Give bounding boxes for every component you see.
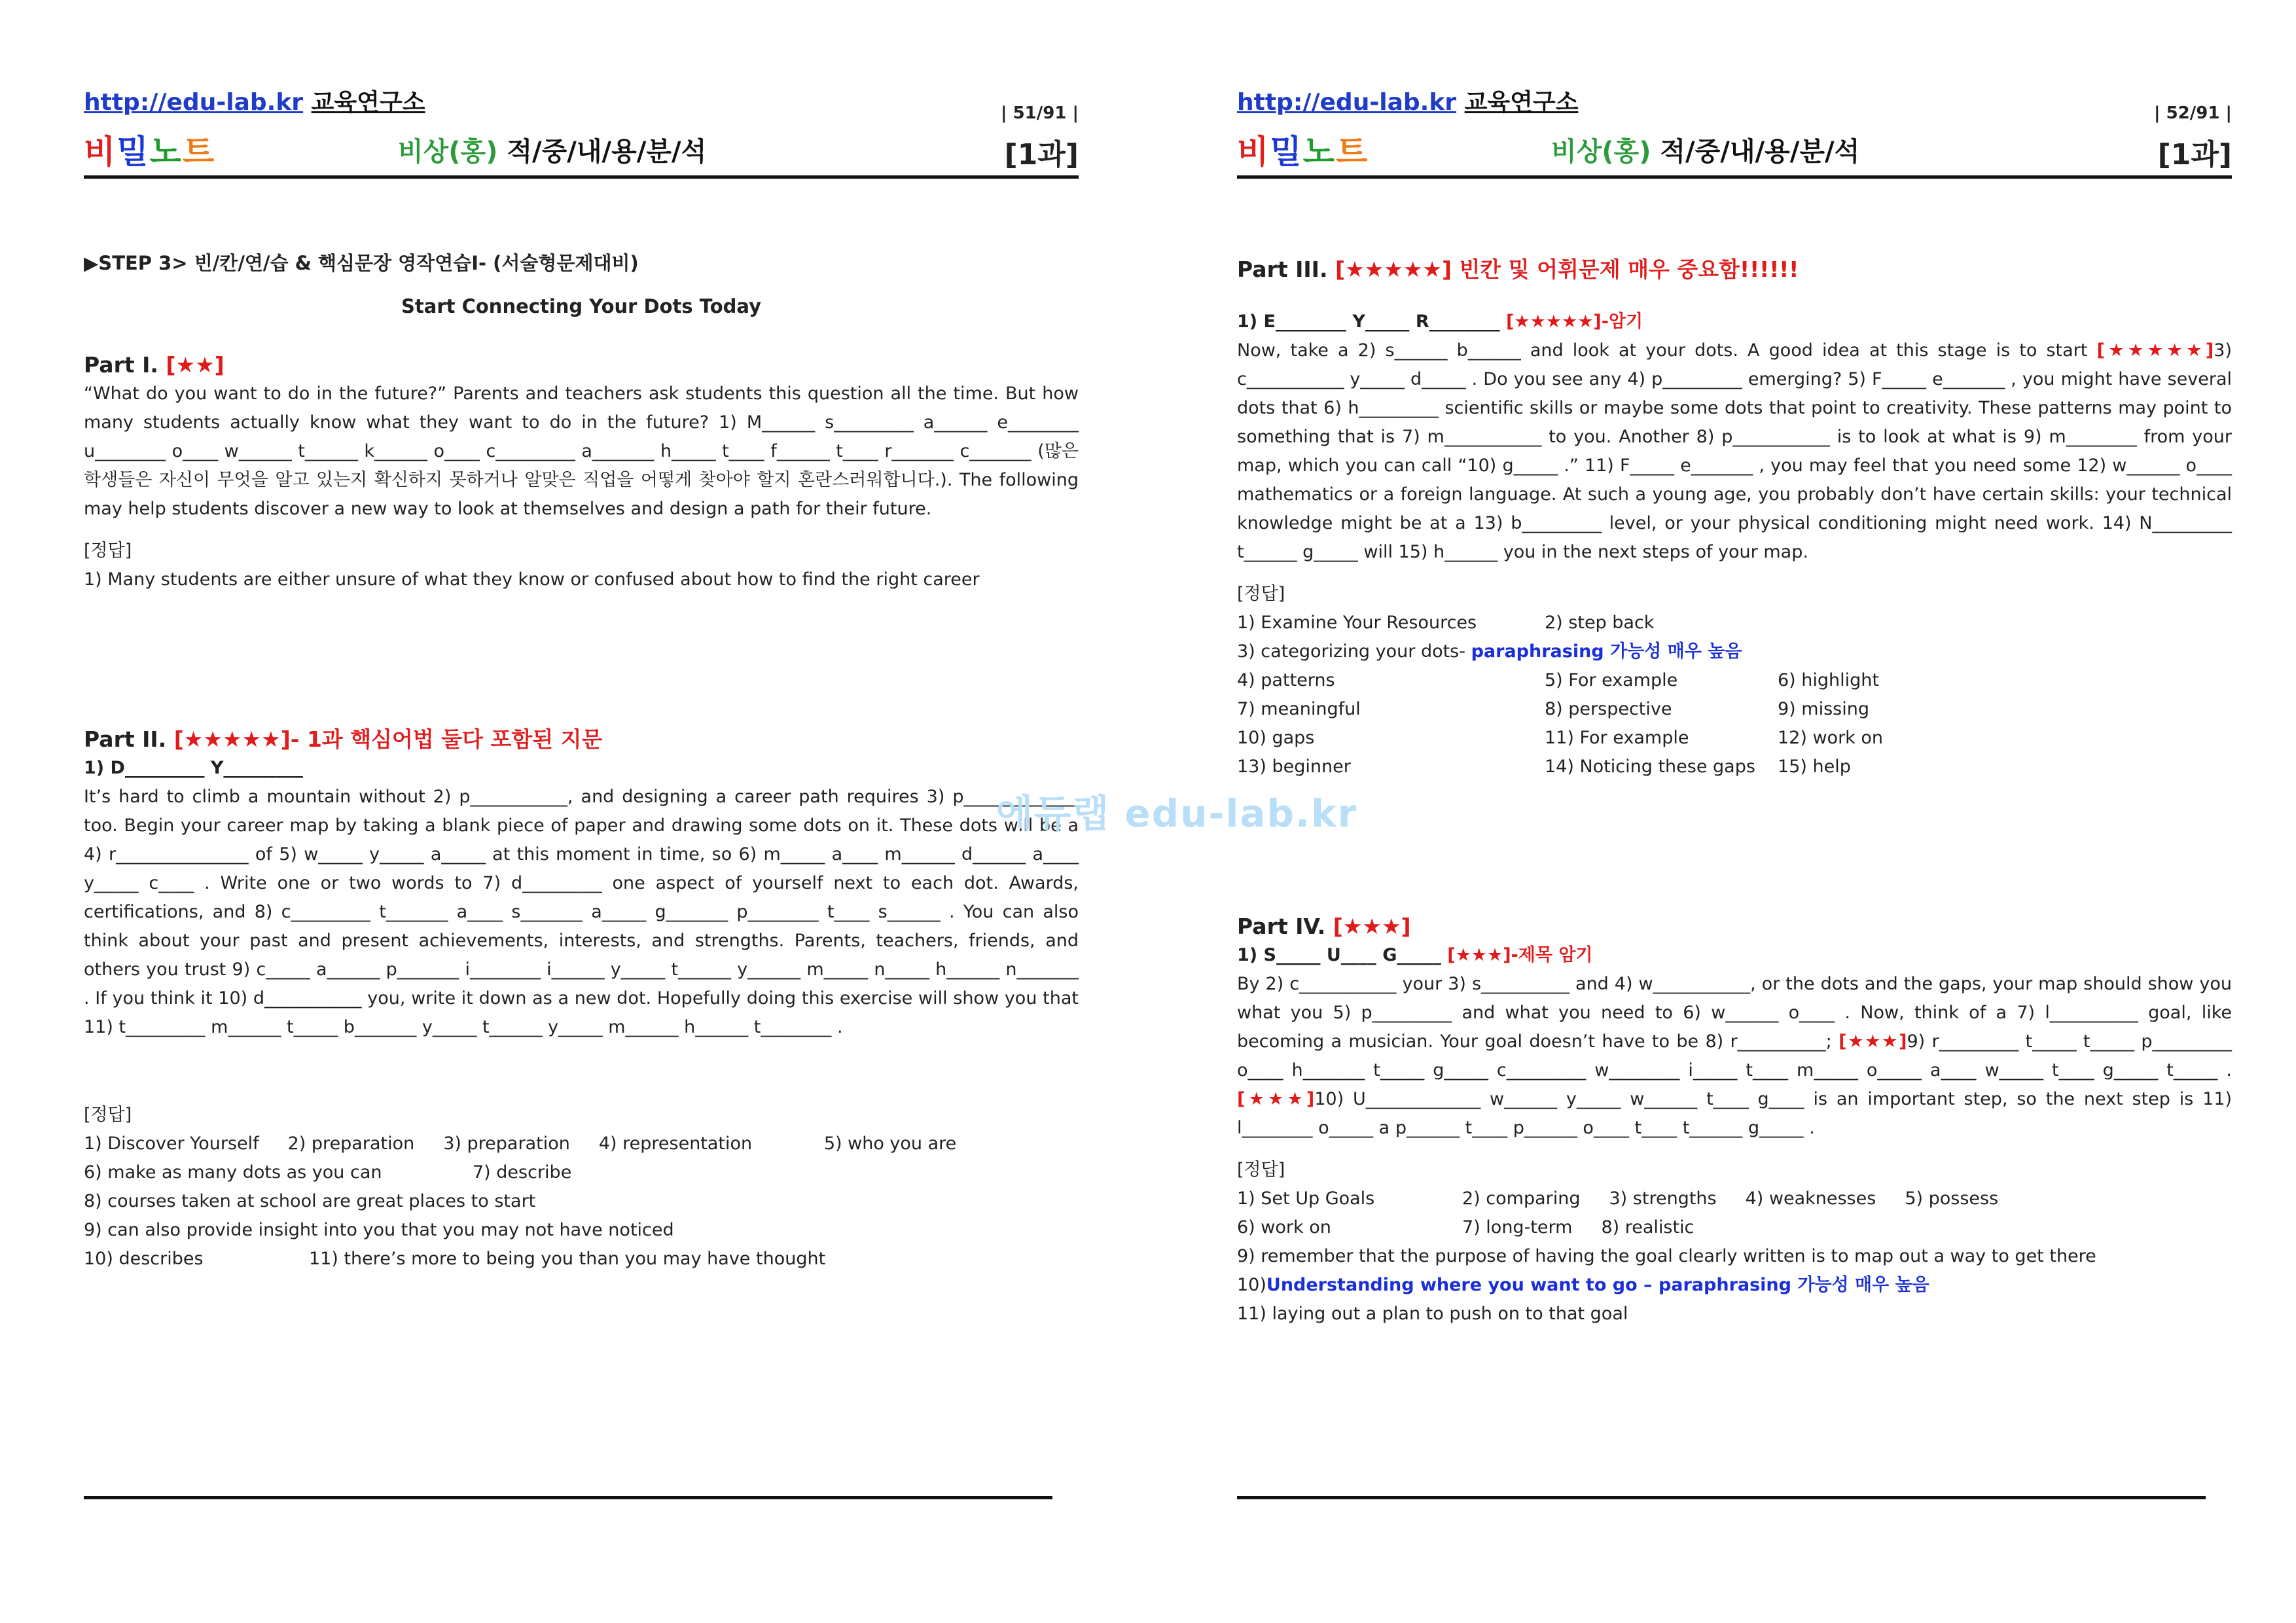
page-header (1237, 84, 2232, 175)
lesson-label: [1과] (2157, 138, 2232, 171)
lesson-label: [1과] (1004, 138, 1079, 171)
star-rating: [★★★★★] 빈칸 및 어휘문제 매우 중요함!!!!!! (1335, 257, 1799, 282)
page-header (84, 84, 1079, 175)
answer-item: 3) categorizing your dots- paraphrasing 가능성 매우 높음 (1237, 641, 1742, 662)
part4-text: By 2) c___________ your 3) s__________ and 4) w___________, or the dots and the gaps, your map should show you what you 5) p_________ and what you need to 6) w______ o____ . Now, think of a 7) l__________ goal, like becoming a musician. Your goal doesn’t have to be 8) r__________; [★★★]9) r_________ t_____ t_____ p_________ o____ h_______ t_____ g_____ c_________ w________ i_____ t____ m_____ o_____ a____ w_____ t____ g_____ t_____ . [★★★]10) U_____________ w______ y_____ w______ t____ g____ is an important step, so the next step is 11) l________ o_____ a p______ t____ p______ o____ t____ t______ g_____ . (1237, 974, 2232, 1138)
answer-label: [정답] (1237, 1160, 1285, 1180)
brand-logo: 비밀노트 (84, 133, 216, 171)
answers-row: 10) describes 11) there’s more to being you than you may have thought (84, 1249, 826, 1269)
part1-answer: 1) Many students are either unsure of what they know or confused about how to find the right career (84, 569, 980, 590)
footer-rule (84, 1496, 1052, 1499)
header-subtitle (1551, 131, 1859, 168)
answers-row: 1) Examine Your Resources 2) step back (1237, 613, 1655, 633)
answers-row: 6) make as many dots as you can 7) describe (84, 1162, 572, 1183)
org-name: 교육연구소 (311, 89, 425, 116)
answer-item: 9) remember that the purpose of having the goal clearly written is to map out a way to get there (1237, 1246, 2096, 1266)
left-body (84, 249, 1079, 1274)
part2-q1: 1) D_________ Y_________ (84, 758, 303, 778)
header-rule (84, 175, 1079, 179)
step-heading: ▶STEP 3> 빈/칸/연/습 & 핵심문장 영작연습I- (서술형문제대비) (84, 252, 639, 274)
answer-label: [정답] (84, 541, 132, 561)
subject: 적/중/내/용/분/석 (507, 137, 707, 167)
answer-label: [정답] (1237, 584, 1285, 604)
org-name: 교육연구소 (1464, 89, 1579, 116)
part3-text: Now, take a 2) s______ b______ and look at your dots. A good idea at this stage is to start [★★★★★]3) c___________ y_____ d_____ . Do you see any 4) p_________ emerging? 5) F_____ e_______ , you might have several dots that 6) h_________ scientific skills or maybe some dots that point to creativity. These patterns may point to something that is 7) m___________ to you. Another 8) p___________ is to look at what is 9) m________ from your map, which you can call “10) g_____ .” 11) F_____ e_______ , you may feel that you need some 12) w______ o____ mathematics or a foreign language. At such a young age, you probably don’t have certain skills: your technical knowledge might be at a 13) b_________ level, or your physical conditioning might need work. 14) N_________ t______ g_____ will 15) h______ you in the next steps of your map. (1237, 340, 2232, 562)
right-page (1237, 0, 2245, 1571)
part2-heading: Part II. [★★★★★]- 1과 핵심어법 둘다 포함된 지문 (84, 726, 603, 752)
part1-text: “What do you want to do in the future?” Parents and teachers ask students this question all the time. But how many students actually know what they want to do in the future? 1) M______ s_________ a______ e________ u________ o____ w______ t______ k______ o____ c_________ a_______ h_____ t____ f______ t____ r_______ c_______ (많은 학생들은 자신이 무엇을 알고 있는지 확신하지 못하거나 알맞은 직업을 어떻게 찾아야 할지 혼란스러워합니다.). The following may help students discover a new way to look at themselves and design a path for their future. (84, 383, 1079, 519)
part4-heading: Part IV. [★★★] (1237, 914, 1411, 939)
publisher: 비상(홍) (1551, 137, 1651, 167)
answer-item: 11) laying out a plan to push on to that goal (1237, 1304, 1628, 1324)
answer-label: [정답] (84, 1105, 132, 1125)
part4-q1: 1) S_____ U____ G_____ [★★★]-제목 암기 (1237, 945, 1593, 965)
part3-heading: Part III. [★★★★★] 빈칸 및 어휘문제 매우 중요함!!!!!! (1237, 257, 1799, 282)
header-url (1237, 84, 1578, 117)
answer-item: 10)Understanding where you want to go – paraphrasing 가능성 매우 높음 (1237, 1275, 1929, 1295)
passage-title: Start Connecting Your Dots Today (401, 295, 761, 317)
answers-row: 1) Discover Yourself 2) preparation 3) preparation 4) representation 5) who you are (84, 1133, 957, 1154)
star-rating: [★★] (166, 352, 224, 378)
page-number: | 52/91 | (2154, 103, 2232, 123)
page-number: | 51/91 | (1001, 103, 1079, 123)
header-subtitle (398, 131, 706, 168)
site-link[interactable]: http://edu-lab.kr (1237, 89, 1457, 116)
subject: 적/중/내/용/분/석 (1660, 137, 1860, 167)
header-rule (1237, 175, 2232, 179)
footer-rule (1237, 1496, 2206, 1499)
right-body (1237, 249, 2232, 1329)
watermark: 에듀랩 edu-lab.kr (996, 791, 1358, 836)
answer-item: 8) courses taken at school are great places to start (84, 1191, 536, 1211)
part3-q1: 1) E________ Y_____ R________ [★★★★★]-암기 (1237, 312, 1643, 332)
paraphrase-note: Understanding where you want to go – paraphrasing 가능성 매우 높음 (1266, 1275, 1929, 1295)
star-rating: [★★★] (1333, 914, 1411, 939)
part2-text: It’s hard to climb a mountain without 2) p___________, and designing a career path requires 3) p_____________ too. Begin your career map by taking a blank piece of paper and drawing some dots on it. These dots will be a 4) r_______________ of 5) w_____ y_____ a_____ at this moment in time, so 6) m_____ a____ m______ d______ a____ y_____ c____ . Write one or two words to 7) d_________ one aspect of yourself next to each dot. Awards, certifications, and 8) c_________ t_______ a____ s_______ a_____ g_______ p________ t____ s______ . You can also think about your past and present achievements, interests, and strengths. Parents, teachers, friends, and others you trust 9) c_____ a______ p_______ i________ i______ y_____ t______ y______ m_____ n_____ h______ n_______ . If you think it 10) d___________ you, write it down as a new dot. Hopefully doing this exercise will show you that 11) t_________ m______ t_____ b_______ y_____ t______ y_____ m______ h______ t________ . (84, 787, 1079, 1037)
part1-heading: Part I. [★★] (84, 352, 224, 378)
answers-row: 6) work on 7) long-term 8) realistic (1237, 1217, 1695, 1238)
left-page (84, 0, 1092, 1571)
header-url (84, 84, 425, 117)
brand-logo: 비밀노트 (1237, 133, 1369, 171)
paraphrase-note: paraphrasing 가능성 매우 높음 (1471, 641, 1742, 662)
star-rating: [★★★★★]- 1과 핵심어법 둘다 포함된 지문 (173, 726, 603, 752)
answers-grid: 4) patterns 5) For example 6) highlight 7) meaningful 8) perspective 9) missing 10) gaps 11) For example 12) work on 13) beginner 14) Noticing these gaps 15) help (1237, 670, 1884, 777)
answers-row: 1) Set Up Goals 2) comparing 3) strengths 4) weaknesses 5) possess (1237, 1188, 1999, 1209)
publisher: 비상(홍) (398, 137, 498, 167)
site-link[interactable]: http://edu-lab.kr (84, 89, 304, 116)
answer-item: 9) can also provide insight into you that you may not have noticed (84, 1220, 674, 1240)
